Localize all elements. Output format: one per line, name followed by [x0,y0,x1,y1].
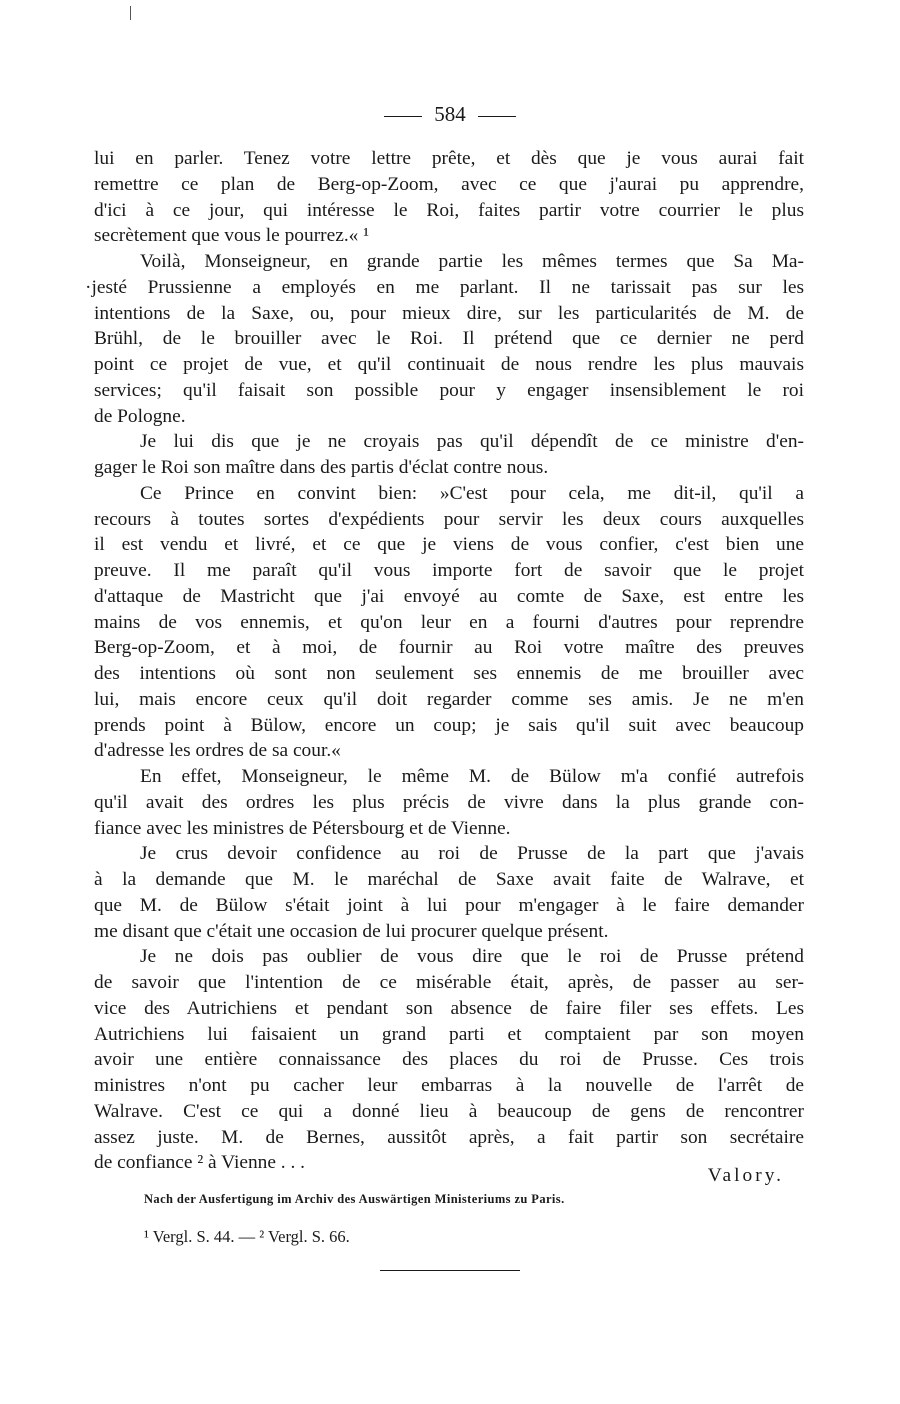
text-line: services; qu'il faisait son possible pour y engager insensiblement le roi [94,379,804,401]
text-line: assez juste. M. de Bernes, aussitôt après, a fait partir son secrétaire [94,1126,804,1148]
text-line: intentions de la Saxe, ou, pour mieux dire, sur les particularités de M. de [94,302,804,324]
text-line: mains de vos ennemis, et qu'on leur en a fourni d'autres pour reprendre [94,611,804,633]
text-line: Walrave. C'est ce qui a donné lieu à beaucoup de gens de rencontrer [94,1100,804,1122]
header-dash-left [384,116,422,117]
bottom-rule [380,1270,520,1271]
text-line: d'adresse les ordres de sa cour.« [94,740,341,762]
text-line: lui, mais encore ceux qu'il doit regarder comme ses amis. Je ne m'en [94,688,804,710]
signature: Valory. [707,1165,784,1186]
text-line: point ce projet de vue, et qu'il continuait de nous rendre les plus mauvais [94,354,804,375]
text-line: lui en parler. Tenez votre lettre prête, et dès que je vous aurai fait [94,148,804,169]
text-line: Je crus devoir confidence au roi de Prusse de la part que j'avais [140,843,804,865]
text-line: Brühl, de le brouiller avec le Roi. Il prétend que ce dernier ne perd [94,328,804,350]
text-line: secrètement que vous le pourrez.« ¹ [94,225,370,247]
text-line: que M. de Bülow s'était joint à lui pour m'engager à le faire demander [94,894,804,916]
text-line: Je lui dis que je ne croyais pas qu'il dépendît de ce ministre d'en- [140,431,804,453]
text-line: gager le Roi son maître dans des partis d'éclat contre nous. [94,457,549,478]
text-line: qu'il avait des ordres les plus précis de vivre dans la plus grande con- [94,791,804,813]
text-line: de Pologne. [94,405,186,427]
text-line: me disant que c'était une occasion de lui procurer quelque présent. [94,920,609,942]
text-line: de confiance ² à Vienne . . . [94,1152,306,1174]
text-line: remettre ce plan de Berg-op-Zoom, avec ce que j'aurai pu apprendre, [94,173,804,195]
text-line: ministres n'ont pu cacher leur embarras à la nouvelle de l'arrêt de [94,1075,804,1096]
text-line: prends point à Bülow, encore un coup; je sais qu'il suit avec beaucoup [94,714,804,736]
text-line: Berg-op-Zoom, et à moi, de fournir au Roi votre maître des preuves [94,637,804,659]
text-line: d'ici à ce jour, qui intéresse le Roi, faites partir votre courrier le plus [94,199,804,221]
text-line: à la demande que M. le maréchal de Saxe avait faite de Walrave, et [94,869,804,890]
text-line: d'attaque de Mastricht que j'ai envoyé au comte de Saxe, est entre les [94,585,804,607]
text-line: Voilà, Monseigneur, en grande partie les mêmes termes que Sa Ma- [140,251,804,272]
text-line: vice des Autrichiens et pendant son absence de faire filer ses effets. Les [94,997,804,1019]
page-number: 584 [434,102,466,126]
text-line: Je ne dois pas oublier de vous dire que le roi de Prusse prétend [140,946,804,968]
signature-row [94,1165,784,1191]
footnotes: ¹ Vergl. S. 44. — ² Vergl. S. 66. [144,1227,350,1246]
text-line: des intentions où sont non seulement ses ennemis de me brouiller avec [94,663,804,684]
text-line: preuve. Il me paraît qu'il vous importe fort de savoir que le projet [94,560,804,581]
text-line: recours à toutes sortes d'expédients pour servir les deux cours auxquelles [94,508,804,530]
page-header [0,100,900,128]
text-line: fiance avec les ministres de Pétersbourg et de Vienne. [94,817,511,839]
text-line: En effet, Monseigneur, le même M. de Bülow m'a confié autrefois [140,766,804,787]
source-note: Nach der Ausfertigung im Archiv des Auswärtigen Ministeriums zu Paris. [144,1192,565,1206]
body-text [85,146,804,1176]
text-line: de savoir que l'intention de ce misérable était, après, de passer au ser- [94,972,804,993]
margin-mark [130,6,131,20]
text-line: avoir une entière connaissance des places du roi de Prusse. Ces trois [94,1049,804,1071]
text-line: il est vendu et livré, et ce que je viens de vous confier, c'est bien une [94,534,804,556]
header-dash-right [478,116,516,117]
text-line: ·jesté Prussienne a employés en me parlant. Il ne tarissait pas sur les [85,276,804,298]
text-line: Autrichiens lui faisaient un grand parti et comptaient par son moyen [94,1023,804,1045]
text-line: Ce Prince en convint bien: »C'est pour cela, me dit-il, qu'il a [140,482,804,504]
